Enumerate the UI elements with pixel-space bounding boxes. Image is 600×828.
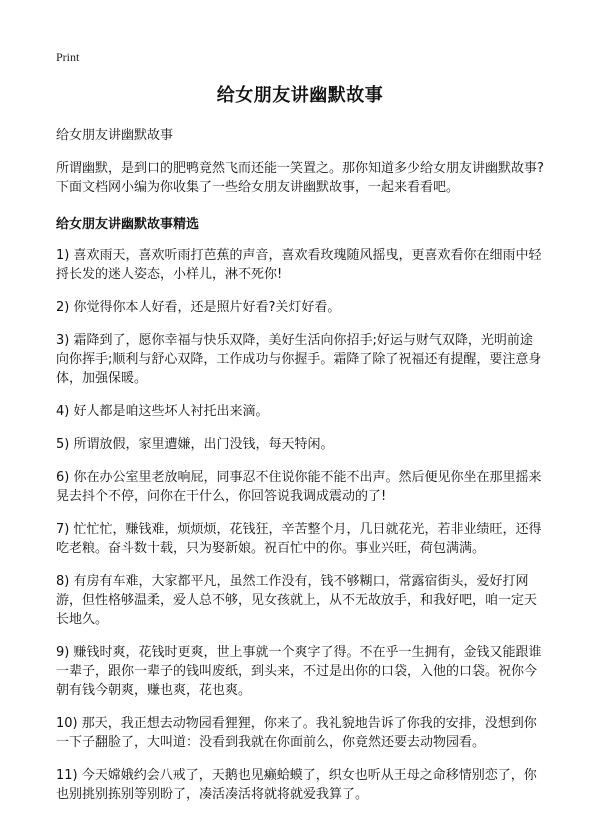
section-heading: 给女朋友讲幽默故事精选 xyxy=(56,217,200,232)
joke-paragraph-7: 7) 忙忙忙，赚钱难，烦烦烦，花钱狂，辛苦整个月，几日就花光，若非业绩旺，还得吃老粮。奋斗数十载，只为娶新娘。祝百忙中的你。事业兴旺，荷包满满。 xyxy=(56,522,542,556)
joke-paragraph-9: 9) 赚钱时爽，花钱时更爽，世上事就一个爽字了得。不在乎一生拥有，金钱又能跟谁一辈子，跟你一辈子的钱叫废纸，到头来，不过是出你的口袋，入他的口袋。祝你今朝有钱今朝爽，赚也爽，花也爽。 xyxy=(56,645,542,698)
joke-paragraph-6: 6) 你在办公室里老放响屁，同事忍不住说你能不能不出声。然后便见你坐在那里摇来晃去抖个不停，问你在干什么，你回答说我调成震动的了! xyxy=(56,470,542,504)
joke-paragraph-10: 10) 那天，我正想去动物园看狸狸，你来了。我礼貌地告诉了你我的安排，没想到你一下子翻脸了，大叫道：没看到我就在你面前么，你竟然还要去动物园看。 xyxy=(56,716,537,750)
page-title: 给女朋友讲幽默故事 xyxy=(216,85,384,106)
joke-paragraph-4: 4) 好人都是咱这些坏人衬托出来滴。 xyxy=(56,404,269,419)
joke-paragraph-11: 11) 今天嫦娥约会八戒了，天鹅也见癞蛤蟆了，织女也听从王母之命移情别恋了，你也别挑别拣别等别盼了，凑活凑活将就将就爱我算了。 xyxy=(56,768,537,802)
joke-paragraph-3: 3) 霜降到了，愿你幸福与快乐双降，美好生活向你招手;好运与财气双降，光明前途向你挥手;顺利与舒心双降，工作成功与你握手。霜降了除了祝福还有提醒，要注意身体，加强保暖。 xyxy=(56,333,542,386)
joke-paragraph-1: 1) 喜欢雨天，喜欢听雨打芭蕉的声音，喜欢看玫瑰随风摇曳，更喜欢看你在细雨中轻捋长发的迷人姿态，小样儿，淋不死你! xyxy=(56,248,542,282)
intro-paragraph: 所谓幽默，是到口的肥鸭竟然飞而还能一笑置之。那你知道多少给女朋友讲幽默故事?下面文档网小编为你收集了一些给女朋友讲幽默故事，一起来看看吧。 xyxy=(56,161,544,195)
joke-paragraph-2: 2) 你觉得你本人好看，还是照片好看?关灯好看。 xyxy=(56,300,341,315)
joke-paragraph-8: 8) 有房有车难，大家都平凡，虽然工作没有，钱不够糊口，常露宿街头，爱好打网游，但性格够温柔，爱人总不够，见女孩就上，从不无故放手，和我好吧，咱一定天长地久。 xyxy=(56,574,538,627)
joke-paragraph-5: 5) 所谓放假，家里遭嫌，出门没钱，每天特闲。 xyxy=(56,437,334,452)
print-link[interactable]: Print xyxy=(56,50,80,64)
document-subtitle: 给女朋友讲幽默故事 xyxy=(56,128,174,143)
